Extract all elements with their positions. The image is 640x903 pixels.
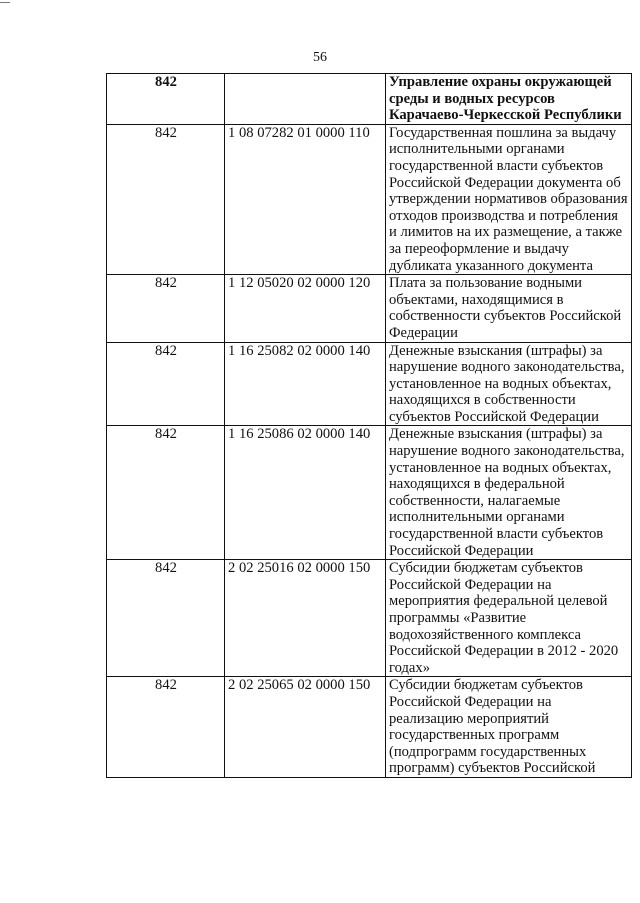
- admin-code-cell: 842: [107, 677, 225, 778]
- revenue-name-cell: [386, 74, 632, 125]
- revenue-name-text: Государственная пошлина за выдачу исполнительными органами государственной власти субъектов Российской Федерации документа об утверждении нормативов образования отходов производства и потребления и лимитов на их размещение, а также за переоформление и выдачу дубликата указанного документа: [389, 124, 628, 274]
- revenue-name-text: Субсидии бюджетам субъектов Российской Федерации на мероприятия федеральной целевой программы «Развитие водохозяйственного комплекса Российской Федерации в 2012 - 2020 годах»: [389, 560, 619, 676]
- table-row: [107, 342, 632, 426]
- budget-code-cell: [225, 74, 386, 125]
- table-row: [107, 74, 632, 125]
- revenue-name-text: Денежные взыскания (штрафы) за нарушение водного законодательства, установленное на водных объектах, находящихся в федеральной собственности, налагаемые исполнительными органами государственной власти субъектов Российской Федерации: [389, 426, 625, 559]
- revenue-name-cell: [386, 426, 632, 560]
- table-row: [107, 560, 632, 677]
- budget-code-cell: 2 02 25016 02 0000 150: [225, 560, 386, 677]
- table-body: [107, 74, 632, 778]
- admin-code-cell: 842: [107, 342, 225, 426]
- revenue-name-cell: [386, 677, 632, 778]
- admin-code-cell: 842: [107, 560, 225, 677]
- budget-code-cell: 1 12 05020 02 0000 120: [225, 275, 386, 342]
- budget-code-cell: 1 16 25082 02 0000 140: [225, 342, 386, 426]
- admin-code-cell: 842: [107, 275, 225, 342]
- budget-revenue-table: [106, 73, 632, 778]
- budget-code-cell: 1 16 25086 02 0000 140: [225, 426, 386, 560]
- budget-code-cell: 1 08 07282 01 0000 110: [225, 124, 386, 274]
- revenue-name-text: Плата за пользование водными объектами, находящимися в собственности субъектов Российской Федерации: [389, 275, 622, 341]
- revenue-name-cell: [386, 124, 632, 274]
- revenue-name-cell: [386, 275, 632, 342]
- budget-code-cell: 2 02 25065 02 0000 150: [225, 677, 386, 778]
- revenue-name-cell: [386, 342, 632, 426]
- table-row: [107, 677, 632, 778]
- table-row: [107, 124, 632, 274]
- admin-code-cell: 842: [107, 426, 225, 560]
- revenue-name-text: Субсидии бюджетам субъектов Российской Федерации на реализацию мероприятий государственных программ (подпрограмм государственных программ) субъектов Российской: [389, 677, 596, 777]
- revenue-name-cell: [386, 560, 632, 677]
- table-row: [107, 426, 632, 560]
- revenue-name-text: Денежные взыскания (штрафы) за нарушение водного законодательства, установленное на водных объектах, находящихся в собственности субъектов Российской Федерации: [389, 342, 625, 425]
- scan-corner-mark: [0, 2, 10, 3]
- page-number: 56: [313, 50, 327, 65]
- admin-code-cell: 842: [107, 74, 225, 125]
- revenue-name-text: Управление охраны окружающей среды и водных ресурсов Карачаево-Черкесской Республики: [389, 74, 622, 124]
- table-row: [107, 275, 632, 342]
- admin-code-cell: 842: [107, 124, 225, 274]
